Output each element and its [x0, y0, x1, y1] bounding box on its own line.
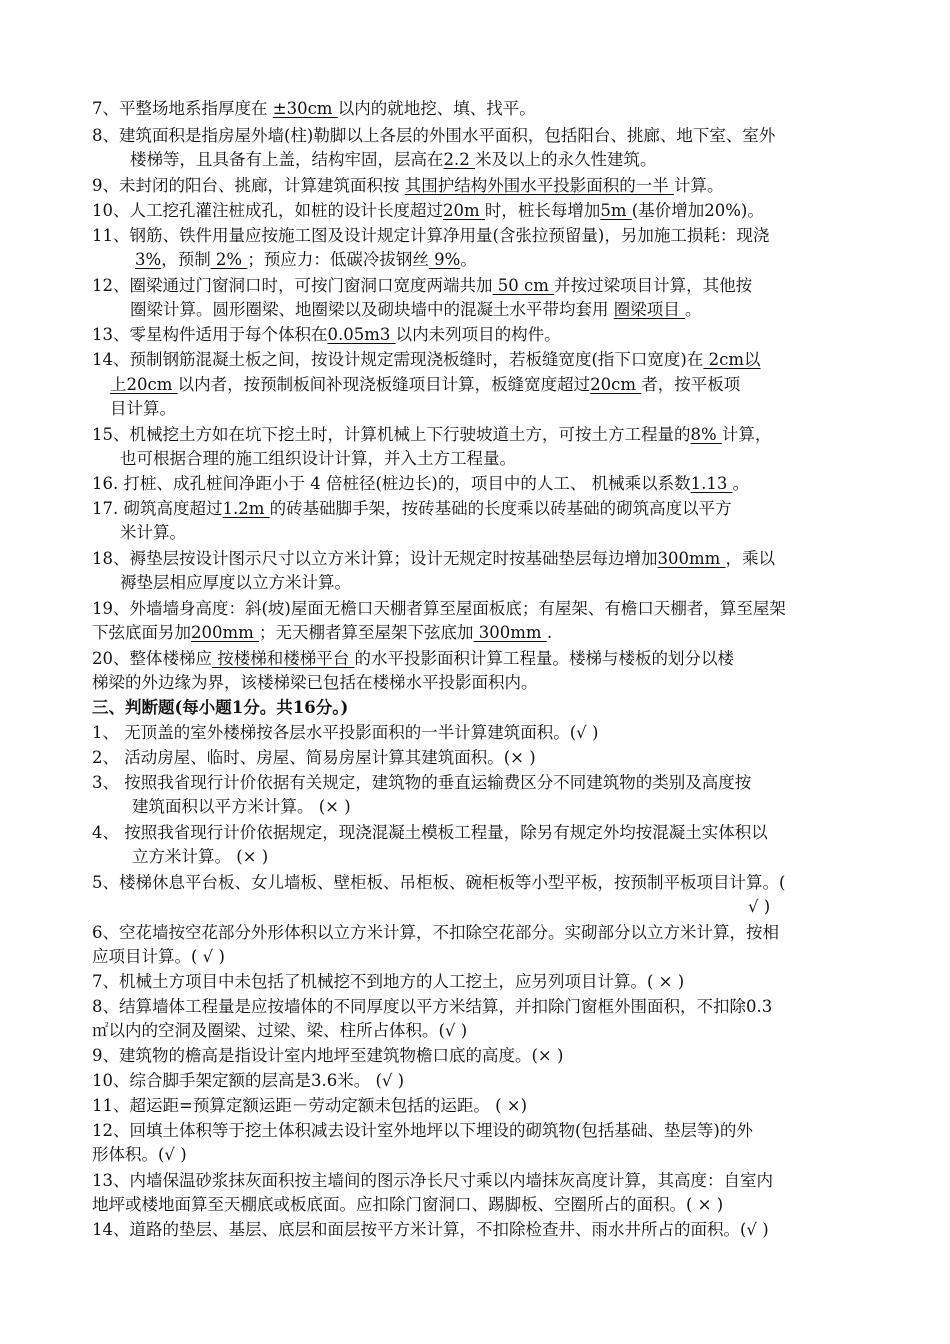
judge-line: 13、内墙保温砂浆抹灰面积按主墙间的图示净长尺寸乘以内墙抹灰高度计算，其高度：自室内: [92, 1171, 773, 1190]
judge-line: 8、结算墙体工程量是应按墙体的不同厚度以平方米结算，并扣除门窗框外围面积，不扣除0.3: [92, 997, 773, 1016]
answer-blank: 8%: [690, 425, 722, 444]
item-20-cont: 梯梁的外边缘为界，该楼梯梁已包括在楼梯水平投影面积内。: [92, 673, 538, 692]
answer-blank: 按楼梯和楼梯平台: [212, 649, 355, 668]
item-14-cont: 上20cm 以内者，按预制板间补现浇板缝项目计算，板缝宽度超过20cm 者，按平板项: [110, 375, 741, 394]
item-14: 14、预制钢筋混凝土板之间，按设计规定需现浇板缝时，若板缝宽度(指下口宽度)在 2cm以: [92, 350, 761, 369]
judge-line: 形体积。(√ ): [92, 1145, 187, 1164]
item-9: 9、未封闭的阳台、挑廊，计算建筑面积按 其围护结构外围水平投影面积的一半 计算。: [92, 176, 724, 195]
answer-blank: 0.05m3: [327, 325, 396, 344]
judge-line: 11、超运距=预算定额运距－劳动定额未包括的运距。 ( ×): [92, 1096, 528, 1115]
answer-blank: 9%: [428, 250, 461, 269]
item-8: 8、建筑面积是指房屋外墙(柱)勒脚以上各层的外围水平面积，包括阳台、挑廊、地下室、室外: [92, 126, 776, 145]
item-16: 16. 打桩、成孔桩间净距小于 4 倍桩径(桩边长)的，项目中的人工、 机械乘以系数1.13 。: [92, 474, 750, 493]
judge-line: 12、回填土体积等于挖土体积减去设计室外地坪以下埋设的砌筑物(包括基础、垫层等)的外: [92, 1121, 753, 1140]
item-14-cont2: 目计算。: [110, 399, 176, 418]
judge-line: 建筑面积以平方米计算。 (× ): [132, 797, 351, 816]
judge-line: 应项目计算。( √ ): [92, 947, 225, 966]
item-12: 12、圈梁通过门窗洞口时，可按门窗洞口宽度两端共加 50 cm 并按过梁项目计算，其他按: [92, 276, 753, 295]
answer-blank: 20m: [443, 201, 485, 220]
judge-line: ㎡以内的空洞及圈梁、过梁、梁、柱所占体积。(√ ): [92, 1021, 468, 1040]
judge-line: 立方米计算。 (× ): [132, 847, 269, 866]
answer-blank: 20cm: [590, 375, 642, 394]
item-8-cont: 楼梯等，且具备有上盖，结构牢固，层高在2.2 米及以上的永久性建筑。: [130, 150, 657, 169]
item-15: 15、机械挖土方如在坑下挖土时，计算机械上下行驶坡道土方，可按土方工程量的8% 计算，: [92, 425, 772, 444]
section-heading: 三、判断题(每小题1分。共16分。): [92, 698, 349, 717]
answer-blank: 2%: [210, 250, 248, 269]
answer-blank: 圈梁项目: [613, 300, 685, 319]
answer-blank: 上20cm: [110, 375, 178, 394]
item-19: 19、外墙墙身高度：斜(坡)屋面无檐口天棚者算至屋面板底；有屋架、有檐口天棚者，算至屋架: [92, 599, 786, 618]
item-20: 20、整体楼梯应 按楼梯和楼梯平台 的水平投影面积计算工程量。楼梯与楼板的划分以楼: [92, 649, 734, 668]
answer-blank: 其围护结构外围水平投影面积的一半: [404, 176, 674, 195]
item-11: 11、钢筋、铁件用量应按施工图及设计规定计算净用量(含张拉预留量)，另加施工损耗：现浇: [92, 226, 770, 245]
answer-blank: 2.2: [443, 150, 475, 169]
judge-line: 6、空花墙按空花部分外形体积以立方米计算，不扣除空花部分。实砌部分以立方米计算，按相: [92, 923, 779, 942]
item-18-cont: 褥垫层相应厚度以立方米计算。: [120, 573, 351, 592]
item-10: 10、人工挖孔灌注桩成孔，如桩的设计长度超过20m 时，桩长每增加5m (基价增加20%)。: [92, 201, 764, 220]
item-15-cont: 也可根据合理的施工组织设计计算，并入土方工程量。: [120, 449, 516, 468]
item-12-cont: 圈梁计算。圆形圈梁、地圈梁以及砌块墙中的混凝土水平带均套用 圈梁项目 。: [130, 300, 702, 319]
answer-blank: 200mm: [191, 623, 260, 642]
item-7: 7、平整场地系指厚度在 ±30cm 以内的就地挖、填、找平。: [92, 99, 536, 118]
answer-blank: 1.13: [690, 474, 733, 493]
item-17-cont: 米计算。: [120, 523, 186, 542]
judge-line: 3、 按照我省现行计价依据有关规定，建筑物的垂直运输费区分不同建筑物的类别及高度按: [92, 773, 752, 792]
judge-line: √ ): [748, 897, 771, 916]
answer-blank: 300mm: [473, 623, 547, 642]
judge-line: 地坪或楼地面算至天棚底或板底面。应扣除门窗洞口、踢脚板、空圈所占的面积。( × ): [92, 1195, 724, 1214]
answer-blank: 1.2m: [222, 499, 270, 518]
judge-line: 4、 按照我省现行计价依据规定，现浇混凝土模板工程量，除另有规定外均按混凝土实体积以: [92, 823, 768, 842]
answer-blank: ±30cm: [272, 99, 338, 118]
item-18: 18、褥垫层按设计图示尺寸以立方米计算；设计无规定时按基础垫层每边增加300mm ，乘以: [92, 549, 776, 568]
answer-blank: 5m: [600, 201, 632, 220]
judge-line: 2、 活动房屋、临时、房屋、简易房屋计算其建筑面积。(× ): [92, 748, 536, 767]
judge-line: 9、建筑物的檐高是指设计室内地坪至建筑物檐口底的高度。(× ): [92, 1046, 564, 1065]
judge-line: 10、综合脚手架定额的层高是3.6米。 (√ ): [92, 1071, 405, 1090]
answer-blank: 300mm: [657, 549, 726, 568]
judge-line: 5、楼梯休息平台板、女儿墙板、壁柜板、吊柜板、碗柜板等小型平板，按预制平板项目计算。(: [92, 873, 786, 892]
judge-line: 7、机械土方项目中未包括了机械挖不到地方的人工挖土，应另列项目计算。( × ): [92, 972, 685, 991]
answer-blank: 3%: [135, 250, 162, 269]
item-13: 13、零星构件适用于每个体积在0.05m3 以内未列项目的构件。: [92, 325, 561, 344]
item-17: 17. 砌筑高度超过1.2m 的砖基础脚手架，按砖基础的长度乘以砖基础的砌筑高度以平方: [92, 499, 732, 518]
judge-line: 14、道路的垫层、基层、底层和面层按平方米计算，不扣除检查井、雨水井所占的面积。(√ ): [92, 1220, 769, 1239]
answer-blank: 2cm以: [703, 350, 761, 369]
item-11-cont: 3%，预制 2% ；预应力：低碳冷拔钢丝 9%。: [135, 250, 477, 269]
item-19-cont: 下弦底面另加200mm ；无天棚者算至屋架下弦底加 300mm .: [92, 623, 553, 642]
answer-blank: 50 cm: [492, 276, 555, 295]
judge-line: 1、 无顶盖的室外楼梯按各层水平投影面积的一半计算建筑面积。(√ ): [92, 723, 599, 742]
